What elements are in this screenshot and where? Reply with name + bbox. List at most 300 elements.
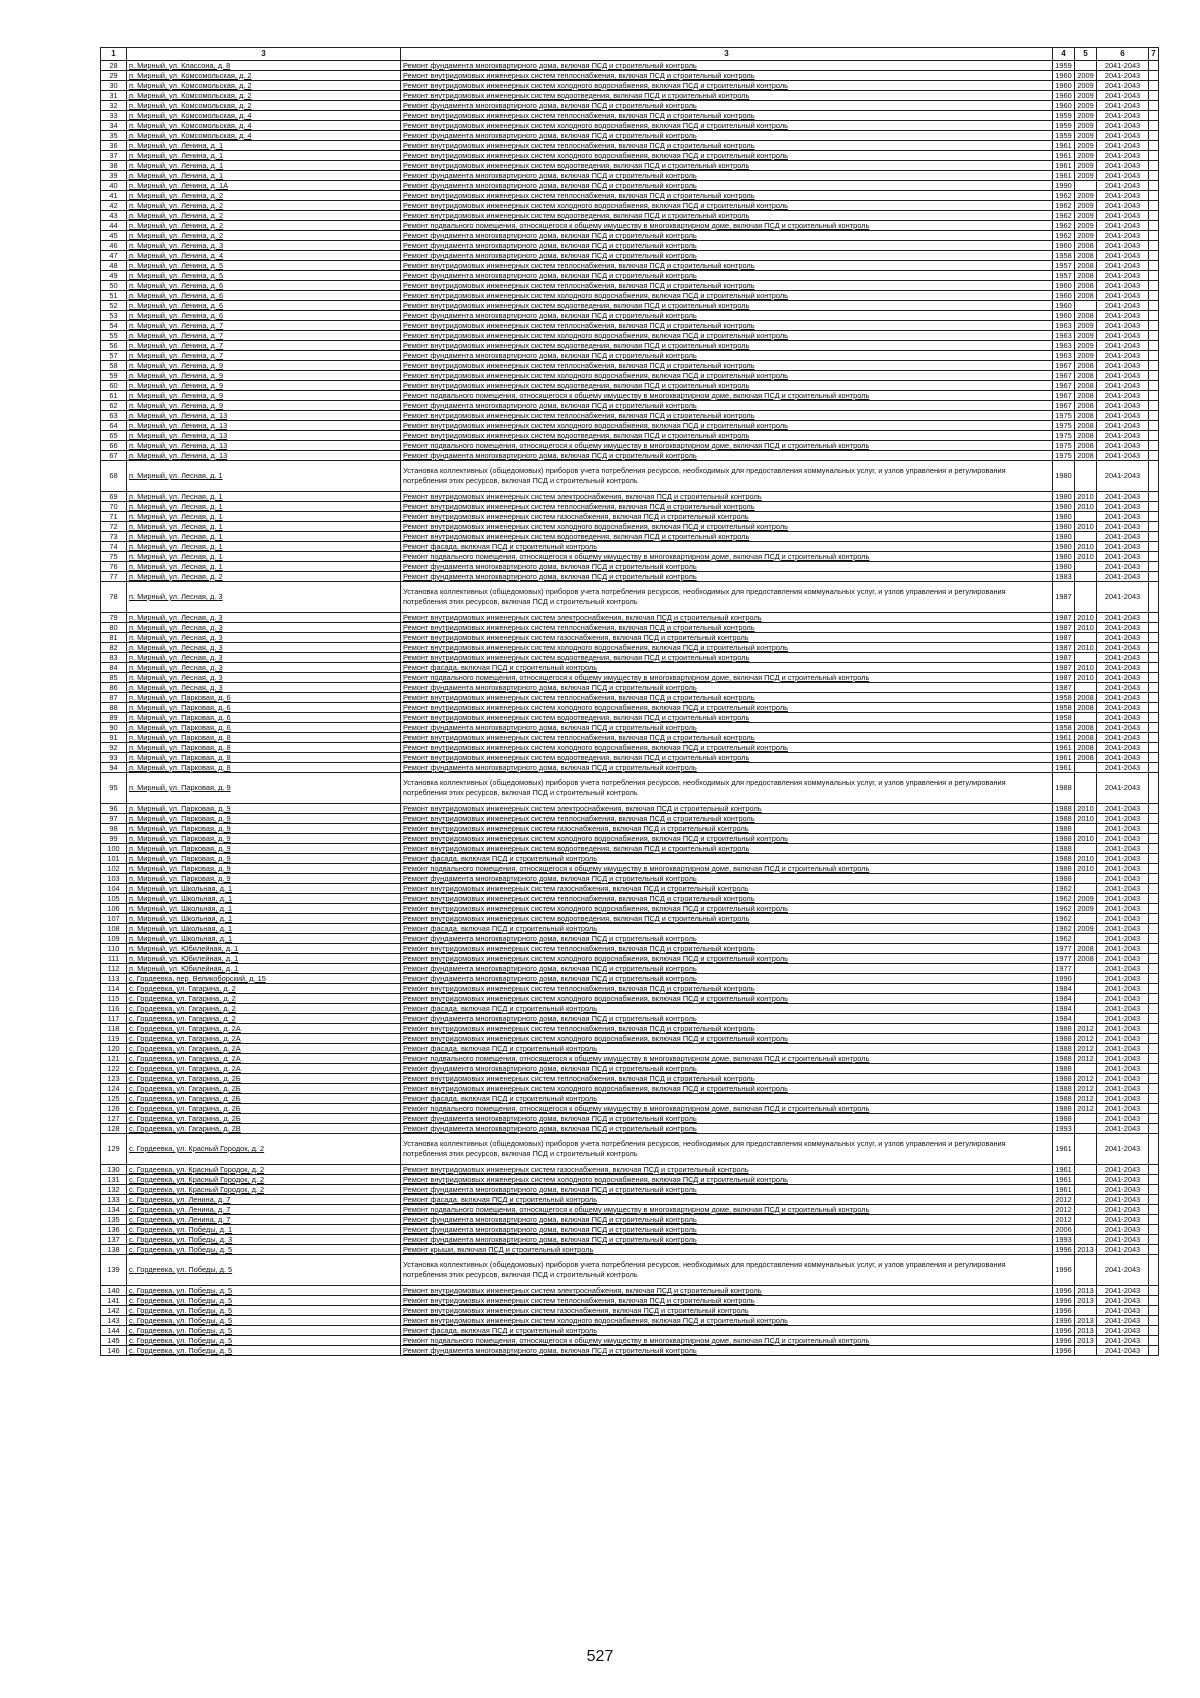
- cell-planned-period: 2041-2043: [1097, 653, 1149, 663]
- cell-last-repair-year: [1075, 1004, 1097, 1014]
- cell-address: п. Мирный, ул. Ленина, д. 9: [127, 361, 401, 371]
- cell-row-number: 34: [101, 121, 127, 131]
- cell-address: с. Гордеевка, ул. Победы, д. 5: [127, 1245, 401, 1255]
- cell-col-7: [1149, 854, 1159, 864]
- cell-work-type: Ремонт внутридомовых инженерных систем холодного водоснабжения, включая ПСД и строительный контроль: [401, 331, 1053, 341]
- cell-planned-period: 2041-2043: [1097, 1286, 1149, 1296]
- table-row: [101, 1044, 1159, 1054]
- cell-last-repair-year: 2010: [1075, 673, 1097, 683]
- cell-col-7: [1149, 221, 1159, 231]
- cell-row-number: 122: [101, 1064, 127, 1074]
- cell-col-7: [1149, 1084, 1159, 1094]
- cell-row-number: 140: [101, 1286, 127, 1296]
- cell-row-number: 110: [101, 944, 127, 954]
- cell-address: п. Мирный, ул. Лесная, д. 3: [127, 643, 401, 653]
- table-row: [101, 241, 1159, 251]
- cell-build-year: 2012: [1053, 1215, 1075, 1225]
- table-row: [101, 633, 1159, 643]
- table-row: [101, 1004, 1159, 1014]
- cell-planned-period: 2041-2043: [1097, 321, 1149, 331]
- cell-build-year: 1983: [1053, 572, 1075, 582]
- cell-build-year: 1980: [1053, 512, 1075, 522]
- cell-col-7: [1149, 633, 1159, 643]
- table-row: [101, 261, 1159, 271]
- cell-col-7: [1149, 391, 1159, 401]
- cell-col-7: [1149, 502, 1159, 512]
- cell-address: с. Гордеевка, ул. Победы, д. 1: [127, 1225, 401, 1235]
- cell-planned-period: 2041-2043: [1097, 492, 1149, 502]
- table-row: [101, 221, 1159, 231]
- cell-build-year: 1962: [1053, 191, 1075, 201]
- cell-planned-period: 2041-2043: [1097, 864, 1149, 874]
- table-row: [101, 693, 1159, 703]
- cell-address: п. Мирный, ул. Ленина, д. 6: [127, 291, 401, 301]
- cell-build-year: 1987: [1053, 633, 1075, 643]
- cell-build-year: 1993: [1053, 1124, 1075, 1134]
- cell-planned-period: 2041-2043: [1097, 141, 1149, 151]
- cell-planned-period: 2041-2043: [1097, 251, 1149, 261]
- cell-last-repair-year: 2009: [1075, 111, 1097, 121]
- cell-work-type: Ремонт внутридомовых инженерных систем холодного водоснабжения, включая ПСД и строительный контроль: [401, 1084, 1053, 1094]
- cell-work-type: Ремонт внутридомовых инженерных систем теплоснабжения, включая ПСД и строительный контроль: [401, 261, 1053, 271]
- cell-address: п. Мирный, ул. Ленина, д. 7: [127, 351, 401, 361]
- cell-build-year: 1980: [1053, 502, 1075, 512]
- cell-last-repair-year: 2008: [1075, 451, 1097, 461]
- cell-col-7: [1149, 643, 1159, 653]
- cell-last-repair-year: 2010: [1075, 804, 1097, 814]
- cell-last-repair-year: 2009: [1075, 321, 1097, 331]
- cell-last-repair-year: 2013: [1075, 1296, 1097, 1306]
- cell-last-repair-year: [1075, 874, 1097, 884]
- cell-build-year: 1984: [1053, 1004, 1075, 1014]
- cell-col-7: [1149, 924, 1159, 934]
- cell-col-7: [1149, 1004, 1159, 1014]
- cell-address: с. Гордеевка, ул. Ленина, д. 7: [127, 1205, 401, 1215]
- cell-work-type: Ремонт фундамента многоквартирного дома, включая ПСД и строительный контроль: [401, 1235, 1053, 1245]
- cell-address: п. Мирный, ул. Лесная, д. 3: [127, 633, 401, 643]
- cell-build-year: 1960: [1053, 291, 1075, 301]
- table-row: [101, 111, 1159, 121]
- cell-row-number: 123: [101, 1074, 127, 1084]
- cell-address: п. Мирный, ул. Ленина, д. 9: [127, 391, 401, 401]
- table-row: [101, 351, 1159, 361]
- table-row: [101, 894, 1159, 904]
- cell-address: п. Мирный, ул. Парковая, д. 8: [127, 753, 401, 763]
- cell-work-type: Ремонт внутридомовых инженерных систем теплоснабжения, включая ПСД и строительный контроль: [401, 191, 1053, 201]
- cell-work-type: Ремонт фундамента многоквартирного дома, включая ПСД и строительный контроль: [401, 572, 1053, 582]
- cell-last-repair-year: [1075, 994, 1097, 1004]
- table-row: [101, 251, 1159, 261]
- cell-address: п. Мирный, ул. Парковая, д. 9: [127, 824, 401, 834]
- cell-work-type: Ремонт внутридомовых инженерных систем водоотведения, включая ПСД и строительный контроль: [401, 211, 1053, 221]
- cell-work-type: Ремонт фундамента многоквартирного дома, включая ПСД и строительный контроль: [401, 1346, 1053, 1356]
- table-row: [101, 421, 1159, 431]
- cell-address: п. Мирный, ул. Ленина, д. 1: [127, 161, 401, 171]
- cell-build-year: 1996: [1053, 1316, 1075, 1326]
- table-row: [101, 171, 1159, 181]
- cell-planned-period: 2041-2043: [1097, 562, 1149, 572]
- cell-build-year: 1988: [1053, 773, 1075, 804]
- cell-build-year: 1961: [1053, 1165, 1075, 1175]
- table-row: [101, 1034, 1159, 1044]
- cell-work-type: Установка коллективных (общедомовых) приборов учета потребления ресурсов, необходимых для предоставления коммунальных услуг, и узлов управления и регулирования потребления этих ресурсов, включая ПСД и строительный контроль: [401, 582, 1053, 613]
- cell-build-year: 1996: [1053, 1296, 1075, 1306]
- cell-row-number: 64: [101, 421, 127, 431]
- cell-col-7: [1149, 864, 1159, 874]
- cell-planned-period: 2041-2043: [1097, 994, 1149, 1004]
- cell-build-year: 1996: [1053, 1306, 1075, 1316]
- cell-planned-period: 2041-2043: [1097, 1195, 1149, 1205]
- cell-last-repair-year: [1075, 181, 1097, 191]
- table-row: [101, 994, 1159, 1004]
- cell-col-7: [1149, 1074, 1159, 1084]
- table-row: [101, 441, 1159, 451]
- cell-work-type: Ремонт фундамента многоквартирного дома, включая ПСД и строительный контроль: [401, 61, 1053, 71]
- cell-address: п. Мирный, ул. Парковая, д. 6: [127, 723, 401, 733]
- cell-planned-period: 2041-2043: [1097, 964, 1149, 974]
- cell-row-number: 101: [101, 854, 127, 864]
- cell-address: п. Мирный, ул. Лесная, д. 1: [127, 522, 401, 532]
- cell-col-7: [1149, 1346, 1159, 1356]
- cell-col-7: [1149, 814, 1159, 824]
- table-row: [101, 1336, 1159, 1346]
- table-row: [101, 834, 1159, 844]
- cell-build-year: 1960: [1053, 311, 1075, 321]
- cell-work-type: Установка коллективных (общедомовых) приборов учета потребления ресурсов, необходимых для предоставления коммунальных услуг, и узлов управления и регулирования потребления этих ресурсов, включая ПСД и строительный контроль: [401, 461, 1053, 492]
- cell-build-year: 1958: [1053, 713, 1075, 723]
- cell-planned-period: 2041-2043: [1097, 884, 1149, 894]
- cell-last-repair-year: 2013: [1075, 1286, 1097, 1296]
- cell-address: п. Мирный, ул. Школьная, д. 1: [127, 924, 401, 934]
- cell-address: с. Гордеевка, ул. Ленина, д. 7: [127, 1195, 401, 1205]
- cell-work-type: Ремонт фундамента многоквартирного дома, включая ПСД и строительный контроль: [401, 171, 1053, 181]
- cell-work-type: Ремонт фасада, включая ПСД и строительный контроль: [401, 663, 1053, 673]
- cell-col-7: [1149, 1326, 1159, 1336]
- cell-address: с. Гордеевка, ул. Гагарина, д. 2А: [127, 1044, 401, 1054]
- repair-schedule-table: [100, 47, 1159, 1356]
- cell-address: п. Мирный, ул. Парковая, д. 9: [127, 864, 401, 874]
- cell-row-number: 49: [101, 271, 127, 281]
- cell-col-7: [1149, 201, 1159, 211]
- cell-last-repair-year: 2008: [1075, 753, 1097, 763]
- cell-last-repair-year: [1075, 301, 1097, 311]
- cell-col-7: [1149, 231, 1159, 241]
- table-row: [101, 81, 1159, 91]
- cell-work-type: Ремонт внутридомовых инженерных систем теплоснабжения, включая ПСД и строительный контроль: [401, 111, 1053, 121]
- cell-planned-period: 2041-2043: [1097, 1235, 1149, 1245]
- page-number: 527: [586, 1648, 614, 1665]
- cell-col-7: [1149, 191, 1159, 201]
- cell-planned-period: 2041-2043: [1097, 1185, 1149, 1195]
- cell-planned-period: 2041-2043: [1097, 361, 1149, 371]
- cell-last-repair-year: [1075, 1114, 1097, 1124]
- cell-row-number: 102: [101, 864, 127, 874]
- table-row: [101, 131, 1159, 141]
- cell-work-type: Ремонт внутридомовых инженерных систем водоотведения, включая ПСД и строительный контроль: [401, 341, 1053, 351]
- cell-work-type: Ремонт внутридомовых инженерных систем теплоснабжения, включая ПСД и строительный контроль: [401, 361, 1053, 371]
- table-row: [101, 522, 1159, 532]
- cell-last-repair-year: 2008: [1075, 703, 1097, 713]
- cell-build-year: 1988: [1053, 1084, 1075, 1094]
- cell-row-number: 82: [101, 643, 127, 653]
- cell-planned-period: 2041-2043: [1097, 824, 1149, 834]
- cell-row-number: 57: [101, 351, 127, 361]
- table-row: [101, 824, 1159, 834]
- cell-row-number: 113: [101, 974, 127, 984]
- table-row: [101, 773, 1159, 804]
- cell-work-type: Ремонт внутридомовых инженерных систем электроснабжения, включая ПСД и строительный контроль: [401, 613, 1053, 623]
- cell-address: п. Мирный, ул. Лесная, д. 3: [127, 663, 401, 673]
- cell-planned-period: 2041-2043: [1097, 743, 1149, 753]
- cell-address: с. Гордеевка, ул. Гагарина, д. 2Б: [127, 1114, 401, 1124]
- cell-row-number: 109: [101, 934, 127, 944]
- cell-row-number: 120: [101, 1044, 127, 1054]
- cell-planned-period: 2041-2043: [1097, 281, 1149, 291]
- table-row: [101, 301, 1159, 311]
- cell-build-year: 1963: [1053, 351, 1075, 361]
- cell-last-repair-year: 2009: [1075, 351, 1097, 361]
- table-row: [101, 723, 1159, 733]
- cell-last-repair-year: [1075, 1306, 1097, 1316]
- cell-build-year: 1977: [1053, 964, 1075, 974]
- cell-work-type: Ремонт внутридомовых инженерных систем водоотведения, включая ПСД и строительный контроль: [401, 713, 1053, 723]
- cell-work-type: Ремонт подвального помещения, относящегося к общему имуществу в многоквартирном доме, включая ПСД и строительный контроль: [401, 391, 1053, 401]
- cell-row-number: 133: [101, 1195, 127, 1205]
- cell-planned-period: 2041-2043: [1097, 844, 1149, 854]
- table-row: [101, 1235, 1159, 1245]
- table-row: [101, 381, 1159, 391]
- cell-work-type: Ремонт внутридомовых инженерных систем водоотведения, включая ПСД и строительный контроль: [401, 91, 1053, 101]
- cell-last-repair-year: 2009: [1075, 171, 1097, 181]
- cell-last-repair-year: [1075, 1225, 1097, 1235]
- cell-build-year: 1980: [1053, 562, 1075, 572]
- cell-work-type: Ремонт внутридомовых инженерных систем водоотведения, включая ПСД и строительный контроль: [401, 161, 1053, 171]
- cell-col-7: [1149, 281, 1159, 291]
- cell-address: с. Гордеевка, ул. Гагарина, д. 2Б: [127, 1104, 401, 1114]
- cell-work-type: Ремонт фундамента многоквартирного дома, включая ПСД и строительный контроль: [401, 1114, 1053, 1124]
- table-row: [101, 804, 1159, 814]
- cell-address: п. Мирный, ул. Парковая, д. 9: [127, 874, 401, 884]
- cell-last-repair-year: 2008: [1075, 251, 1097, 261]
- cell-col-7: [1149, 131, 1159, 141]
- cell-build-year: 2012: [1053, 1195, 1075, 1205]
- cell-work-type: Ремонт внутридомовых инженерных систем газоснабжения, включая ПСД и строительный контроль: [401, 1306, 1053, 1316]
- cell-last-repair-year: 2008: [1075, 743, 1097, 753]
- cell-last-repair-year: 2009: [1075, 231, 1097, 241]
- cell-row-number: 41: [101, 191, 127, 201]
- cell-col-7: [1149, 984, 1159, 994]
- cell-build-year: 1988: [1053, 854, 1075, 864]
- table-row: [101, 291, 1159, 301]
- cell-build-year: 1958: [1053, 723, 1075, 733]
- cell-address: п. Мирный, ул. Ленина, д. 6: [127, 301, 401, 311]
- cell-last-repair-year: 2009: [1075, 121, 1097, 131]
- cell-address: с. Гордеевка, ул. Гагарина, д. 2Б: [127, 1094, 401, 1104]
- table-row: [101, 904, 1159, 914]
- cell-build-year: 1980: [1053, 542, 1075, 552]
- cell-row-number: 145: [101, 1336, 127, 1346]
- cell-address: п. Мирный, ул. Лесная, д. 3: [127, 613, 401, 623]
- cell-planned-period: 2041-2043: [1097, 231, 1149, 241]
- cell-row-number: 61: [101, 391, 127, 401]
- cell-address: с. Гордеевка, ул. Красный Городок, д. 2: [127, 1134, 401, 1165]
- cell-row-number: 126: [101, 1104, 127, 1114]
- cell-planned-period: 2041-2043: [1097, 101, 1149, 111]
- cell-row-number: 100: [101, 844, 127, 854]
- cell-row-number: 96: [101, 804, 127, 814]
- cell-last-repair-year: 2013: [1075, 1336, 1097, 1346]
- cell-col-7: [1149, 673, 1159, 683]
- cell-build-year: 1962: [1053, 201, 1075, 211]
- table-header-row: [101, 48, 1159, 61]
- table-row: [101, 1306, 1159, 1316]
- cell-col-7: [1149, 81, 1159, 91]
- cell-address: с. Гордеевка, ул. Гагарина, д. 2В: [127, 1124, 401, 1134]
- cell-col-7: [1149, 723, 1159, 733]
- cell-build-year: 1988: [1053, 1054, 1075, 1064]
- cell-row-number: 130: [101, 1165, 127, 1175]
- cell-address: п. Мирный, ул. Ленина, д. 13: [127, 431, 401, 441]
- cell-build-year: 1988: [1053, 864, 1075, 874]
- cell-build-year: 1987: [1053, 683, 1075, 693]
- cell-row-number: 134: [101, 1205, 127, 1215]
- cell-row-number: 28: [101, 61, 127, 71]
- cell-work-type: Ремонт внутридомовых инженерных систем теплоснабжения, включая ПСД и строительный контроль: [401, 984, 1053, 994]
- cell-address: п. Мирный, ул. Ленина, д. 9: [127, 381, 401, 391]
- table-row: [101, 401, 1159, 411]
- cell-col-7: [1149, 964, 1159, 974]
- table-row: [101, 542, 1159, 552]
- table-row: [101, 201, 1159, 211]
- cell-work-type: Ремонт внутридомовых инженерных систем водоотведения, включая ПСД и строительный контроль: [401, 914, 1053, 924]
- cell-work-type: Ремонт внутридомовых инженерных систем холодного водоснабжения, включая ПСД и строительный контроль: [401, 81, 1053, 91]
- table-row: [101, 151, 1159, 161]
- cell-build-year: 1962: [1053, 221, 1075, 231]
- cell-row-number: 91: [101, 733, 127, 743]
- cell-work-type: Ремонт внутридомовых инженерных систем холодного водоснабжения, включая ПСД и строительный контроль: [401, 954, 1053, 964]
- cell-row-number: 87: [101, 693, 127, 703]
- cell-col-7: [1149, 351, 1159, 361]
- cell-last-repair-year: [1075, 824, 1097, 834]
- table-row: [101, 864, 1159, 874]
- cell-row-number: 142: [101, 1306, 127, 1316]
- cell-last-repair-year: 2009: [1075, 161, 1097, 171]
- cell-build-year: 1959: [1053, 111, 1075, 121]
- cell-work-type: Ремонт внутридомовых инженерных систем электроснабжения, включая ПСД и строительный контроль: [401, 492, 1053, 502]
- cell-row-number: 88: [101, 703, 127, 713]
- cell-address: п. Мирный, ул. Комсомольская, д. 2: [127, 71, 401, 81]
- table-row: [101, 944, 1159, 954]
- table-row: [101, 331, 1159, 341]
- table-row: [101, 61, 1159, 71]
- table-row: [101, 281, 1159, 291]
- cell-work-type: Ремонт подвального помещения, относящегося к общему имуществу в многоквартирном доме, включая ПСД и строительный контроль: [401, 864, 1053, 874]
- cell-work-type: Ремонт внутридомовых инженерных систем холодного водоснабжения, включая ПСД и строительный контроль: [401, 834, 1053, 844]
- cell-row-number: 92: [101, 743, 127, 753]
- cell-address: с. Гордеевка, ул. Гагарина, д. 2: [127, 1014, 401, 1024]
- cell-row-number: 116: [101, 1004, 127, 1014]
- cell-build-year: 1961: [1053, 753, 1075, 763]
- cell-build-year: 1977: [1053, 944, 1075, 954]
- cell-address: п. Мирный, ул. Лесная, д. 1: [127, 512, 401, 522]
- cell-planned-period: 2041-2043: [1097, 1074, 1149, 1084]
- cell-work-type: Ремонт фасада, включая ПСД и строительный контроль: [401, 924, 1053, 934]
- table-row: [101, 814, 1159, 824]
- cell-last-repair-year: [1075, 1346, 1097, 1356]
- cell-planned-period: 2041-2043: [1097, 371, 1149, 381]
- cell-planned-period: 2041-2043: [1097, 643, 1149, 653]
- cell-planned-period: 2041-2043: [1097, 61, 1149, 71]
- cell-row-number: 66: [101, 441, 127, 451]
- cell-work-type: Ремонт фундамента многоквартирного дома, включая ПСД и строительный контроль: [401, 251, 1053, 261]
- table-row: [101, 101, 1159, 111]
- cell-last-repair-year: 2009: [1075, 904, 1097, 914]
- cell-row-number: 119: [101, 1034, 127, 1044]
- cell-planned-period: 2041-2043: [1097, 1104, 1149, 1114]
- table-row: [101, 1074, 1159, 1084]
- cell-last-repair-year: 2008: [1075, 431, 1097, 441]
- cell-work-type: Ремонт внутридомовых инженерных систем теплоснабжения, включая ПСД и строительный контроль: [401, 502, 1053, 512]
- cell-address: п. Мирный, ул. Комсомольская, д. 4: [127, 111, 401, 121]
- cell-row-number: 31: [101, 91, 127, 101]
- table-row: [101, 924, 1159, 934]
- cell-row-number: 129: [101, 1134, 127, 1165]
- cell-build-year: 1961: [1053, 1185, 1075, 1195]
- cell-work-type: Ремонт фундамента многоквартирного дома, включая ПСД и строительный контроль: [401, 311, 1053, 321]
- cell-last-repair-year: 2013: [1075, 1245, 1097, 1255]
- cell-planned-period: 2041-2043: [1097, 71, 1149, 81]
- cell-planned-period: 2041-2043: [1097, 1084, 1149, 1094]
- table-row: [101, 1104, 1159, 1114]
- cell-address: п. Мирный, ул. Ленина, д. 5: [127, 271, 401, 281]
- cell-row-number: 29: [101, 71, 127, 81]
- table-row: [101, 461, 1159, 492]
- cell-planned-period: 2041-2043: [1097, 723, 1149, 733]
- cell-address: п. Мирный, ул. Юбилейная, д. 1: [127, 944, 401, 954]
- cell-build-year: 1962: [1053, 211, 1075, 221]
- cell-last-repair-year: 2009: [1075, 341, 1097, 351]
- cell-planned-period: 2041-2043: [1097, 1054, 1149, 1064]
- cell-work-type: Ремонт внутридомовых инженерных систем газоснабжения, включая ПСД и строительный контроль: [401, 633, 1053, 643]
- table-row: [101, 613, 1159, 623]
- table-row: [101, 1245, 1159, 1255]
- cell-work-type: Ремонт подвального помещения, относящегося к общему имуществу в многоквартирном доме, включая ПСД и строительный контроль: [401, 1054, 1053, 1064]
- cell-last-repair-year: 2010: [1075, 864, 1097, 874]
- cell-last-repair-year: 2012: [1075, 1044, 1097, 1054]
- cell-build-year: 1984: [1053, 1014, 1075, 1024]
- cell-row-number: 99: [101, 834, 127, 844]
- cell-planned-period: 2041-2043: [1097, 814, 1149, 824]
- cell-row-number: 105: [101, 894, 127, 904]
- cell-planned-period: 2041-2043: [1097, 904, 1149, 914]
- cell-work-type: Ремонт фундамента многоквартирного дома, включая ПСД и строительный контроль: [401, 1124, 1053, 1134]
- table-row: [101, 884, 1159, 894]
- cell-row-number: 128: [101, 1124, 127, 1134]
- cell-work-type: Ремонт подвального помещения, относящегося к общему имуществу в многоквартирном доме, включая ПСД и строительный контроль: [401, 1205, 1053, 1215]
- cell-build-year: 1988: [1053, 1114, 1075, 1124]
- cell-col-7: [1149, 613, 1159, 623]
- cell-planned-period: 2041-2043: [1097, 261, 1149, 271]
- cell-address: с. Гордеевка, ул. Победы, д. 3: [127, 1235, 401, 1245]
- table-row: [101, 1014, 1159, 1024]
- cell-work-type: Ремонт фундамента многоквартирного дома, включая ПСД и строительный контроль: [401, 271, 1053, 281]
- cell-last-repair-year: 2009: [1075, 924, 1097, 934]
- cell-row-number: 80: [101, 623, 127, 633]
- cell-last-repair-year: 2009: [1075, 131, 1097, 141]
- cell-work-type: Ремонт фасада, включая ПСД и строительный контроль: [401, 1326, 1053, 1336]
- table-row: [101, 763, 1159, 773]
- table-row: [101, 1165, 1159, 1175]
